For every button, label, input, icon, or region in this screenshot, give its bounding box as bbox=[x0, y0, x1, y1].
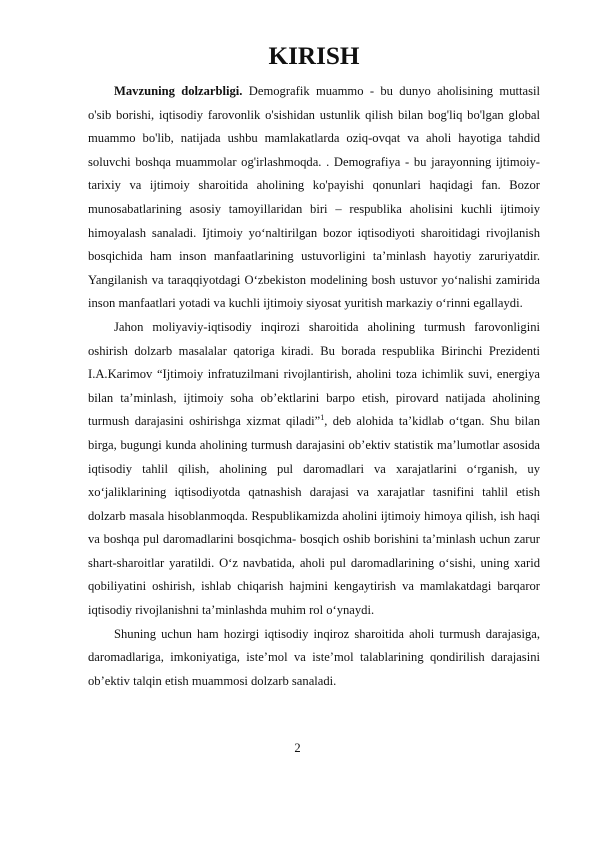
paragraph-crisis-text-a: Jahon moliyaviy-iqtisodiy inqirozi sharoitida aholining turmush farovonligini oshirish dolzarb masalalar qatoriga kiradi. Bu borada respublika Birinchi Prezidenti I.A.Karimov “Ijtimoiy infratuzilmani rivojlantirish, aholini toza ichimlik suvi, energiya bilan ta’minlash, ijtimoiy soha ob’ektlarini barpo etish, pirovard natijada aholining turmush darajasini oshirishga xizmat qiladi” bbox=[88, 319, 540, 429]
paragraph-relevance bbox=[88, 80, 540, 316]
section-heading: KIRISH bbox=[268, 43, 360, 70]
paragraph-crisis-text-b: , deb alohida ta’kidlab o‘tgan. Shu bilan birga, bugungi kunda aholining turmush darajasini ob’ektiv statistik ma’lumotlar asosida iqtisodiy tahlil qilish, aholining pul daromadlari va xarajatlarini o‘rganish, uy xo‘jaliklarining iqtisodiyotda qatnashish darajasi va xarajatlar tasnifini tahlil etish dolzarb masala hisoblanmoqda. Respublikamizda aholini ijtimoiy himoya qilish, ish haqi va boshqa pul daromadlarini bosqichma- bosqich oshib borishini ta’minlash uchun zarur shart-sharoitlar yaratildi. O‘z navbatida, aholi pul daromadlarining o‘sishi, uning xarid qobiliyatini oshirish, ishlab chiqarish hajmini kengaytirish va mamlakatdagi barqaror iqtisodiy rivojlanishni ta’minlashda muhim rol o‘ynaydi. bbox=[88, 414, 541, 618]
relevance-lead: Mavzuning dolzarbligi. bbox=[114, 84, 243, 98]
document-page bbox=[88, 43, 541, 693]
paragraph-conclusion: Shuning uchun ham hozirgi iqtisodiy inqiroz sharoitida aholi turmush darajasiga, daromadlariga, imkoniyatiga, iste’mol va iste’mol talablarining qondirilish darajasini ob’ektiv talqin etish muammosi dolzarb sanaladi. bbox=[88, 626, 540, 688]
footnote-marker[interactable]: 1 bbox=[320, 413, 325, 423]
page-number: 2 bbox=[294, 741, 301, 755]
paragraph-crisis bbox=[88, 316, 540, 623]
paragraph-relevance-text: Demografik muammo - bu dunyo aholisining muttasil o'sib borishi, iqtisodiy farovonlik o'sishidan ustunlik qilish bilan bog'liq bo'lgan global muammo bo'lib, natijada ushbu mamlakatlarda oziq-ovqat va aholi hayotiga tahdid soluvchi boshqa muammolar og'irlashmoqda. . Demografiya - bu jarayonning ijtimoiy-tarixiy va ijtimoiy sharoitida aholining ko'payishi qonunlari haqidagi fan. Bozor munosabatlarining asosiy tamoyillaridan biri – respublika aholisini kuchli ijtimoiy himoyalash sanaladi. Ijtimoiy yo‘naltirilgan bozor iqtisodiyoti sharoitidagi rivojlanish bosqichida ham inson manfaatlarining ustuvorligini ta’minlash hayotiy zaruriyatdir. Yangilanish va taraqqiyotdagi O‘zbekiston modelining bosh ustuvor yo‘nalishi zamirida inson manfaatlari yotadi va kuchli ijtimoiy siyosat yuritish markaziy o‘rinni egallaydi. bbox=[88, 84, 541, 311]
